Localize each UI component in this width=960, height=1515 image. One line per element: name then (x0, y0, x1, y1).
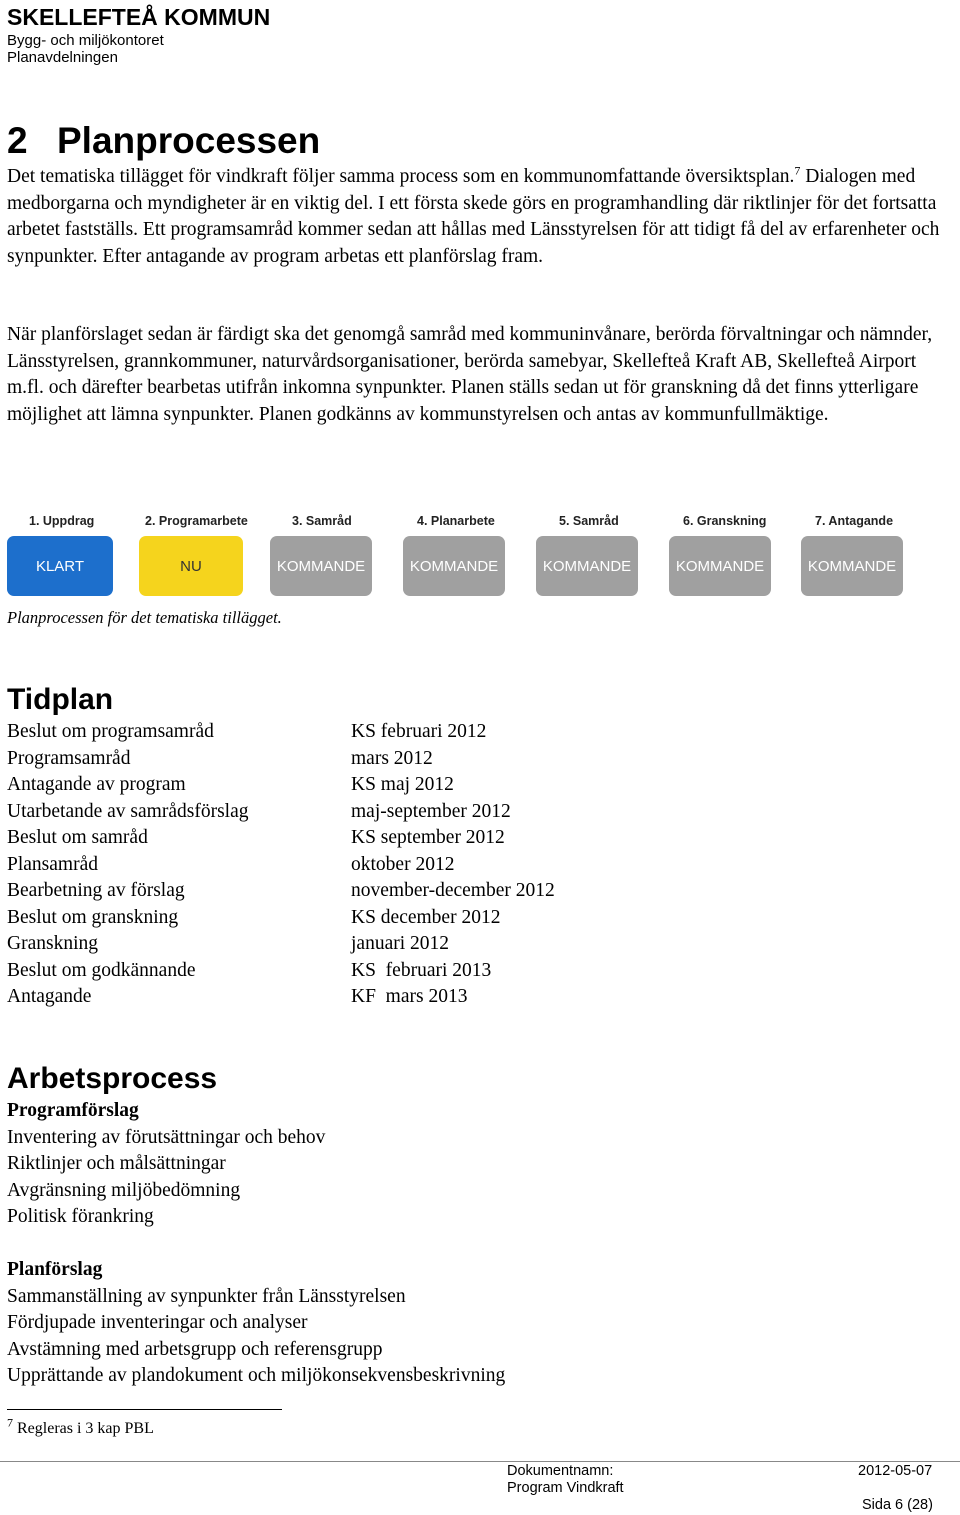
programforslag-heading: Programförslag (7, 1100, 139, 1121)
schedule-row (7, 905, 707, 932)
list-item: Inventering av förutsättningar och behov (7, 1126, 326, 1148)
consultation-paragraph: När planförslaget sedan är färdigt ska det genomgå samråd med kommuninvånare, berörda förvaltningar och nämnder, Länsstyrelsen, grannkommuner, naturvårdsorganisationer, berörda samebyar, Skellefteå Kraft AB, Skellefteå Airport m.fl. och därefter bearbetas utifrån inkomna synpunkter. Planen ställs sedan ut för granskning då det finns ytterligare möjlighet att lämna synpunkter. Planen godkänns av kommunstyrelsen och antas av kommunfullmäktige. (7, 324, 933, 425)
schedule-row (7, 852, 707, 879)
process-step-label: 7. Antagande (815, 514, 894, 528)
footnote (7, 1415, 154, 1440)
list-item: Riktlinjer och målsättningar (7, 1153, 226, 1174)
division-name: Planavdelningen (7, 49, 118, 66)
process-step-label: 2. Programarbete (145, 514, 248, 528)
list-item: Politisk förankring (7, 1206, 154, 1227)
footer-separator (0, 1461, 960, 1462)
section-title (7, 119, 320, 163)
intro-paragraph-part1: Det tematiska tillägget för vindkraft följer samma process som en kommunomfattande översiktsplan. (7, 166, 795, 187)
list-item: Avgränsning miljöbedömning (7, 1179, 241, 1201)
schedule-label: Beslut om godkännande (7, 959, 196, 981)
diagram-caption: Planprocessen för det tematiska tillägget. (7, 608, 282, 627)
schedule-row (7, 746, 707, 773)
footer-docname-label: Dokumentnamn: (507, 1463, 614, 1479)
schedule-row (7, 772, 707, 799)
tidplan-heading: Tidplan (7, 683, 114, 716)
department-name: Bygg- och miljökontoret (7, 32, 164, 49)
process-step-label: 6. Granskning (683, 514, 767, 528)
schedule-value: maj-september 2012 (351, 800, 511, 822)
footer-page-number: Sida 6 (28) (862, 1497, 933, 1513)
process-status-upcoming: KOMMANDE (403, 536, 505, 596)
schedule-value: KF mars 2013 (351, 986, 468, 1007)
schedule-label: Programsamråd (7, 747, 131, 769)
process-status-upcoming: KOMMANDE (801, 536, 903, 596)
process-status-upcoming: KOMMANDE (536, 536, 638, 596)
process-step-label: 5. Samråd (559, 514, 619, 528)
schedule-label: Antagande (7, 986, 92, 1007)
intro-paragraph-part2: Dialogen med medborgarna och myndigheter är en viktig del. I ett första skede görs en programhandling där riktlinjer för det fortsatta arbetet fastställs. Ett programsamråd kommer sedan att hållas med Länsstyrelsen för att tidigt få del av erfarenheter och synpunkter. Efter antagande av program arbetas ett planförslag fram. (7, 166, 940, 267)
footer-date: 2012-05-07 (858, 1463, 933, 1479)
schedule-value: KS december 2012 (351, 906, 501, 928)
schedule-value: KS februari 2012 (351, 721, 487, 742)
list-item: Upprättande av plandokument och miljökonsekvensbeskrivning (7, 1365, 506, 1386)
process-status-done: KLART (7, 536, 113, 596)
process-status-upcoming: KOMMANDE (669, 536, 771, 596)
schedule-label: Bearbetning av förslag (7, 880, 185, 901)
process-step-label: 1. Uppdrag (29, 514, 95, 528)
footnote-reference: 7 (794, 163, 801, 178)
schedule-value: januari 2012 (351, 933, 450, 954)
schedule-value: november-december 2012 (351, 880, 555, 901)
process-status-upcoming: KOMMANDE (270, 536, 372, 596)
process-step-label: 4. Planarbete (417, 514, 495, 528)
schedule-label: Utarbetande av samrådsförslag (7, 800, 249, 822)
section-title-text: Planprocessen (57, 120, 321, 161)
list-item: Avstämning med arbetsgrupp och referensgrupp (7, 1338, 383, 1360)
schedule-row (7, 931, 707, 958)
intro-paragraph (7, 164, 952, 270)
planforslag-heading: Planförslag (7, 1259, 103, 1280)
schedule-row (7, 799, 707, 826)
schedule-row (7, 719, 707, 746)
schedule-label: Granskning (7, 933, 98, 954)
schedule-label: Antagande av program (7, 774, 186, 795)
schedule-row (7, 984, 707, 1011)
footnote-text: Regleras i 3 kap PBL (13, 1420, 154, 1437)
process-diagram (7, 510, 905, 600)
footnote-number: 7 (7, 1415, 13, 1430)
schedule-row (7, 958, 707, 985)
schedule-row (7, 825, 707, 852)
footnote-separator (7, 1409, 282, 1410)
process-status-now: NU (139, 536, 243, 596)
schedule-value: KS september 2012 (351, 827, 505, 848)
schedule-label: Beslut om granskning (7, 906, 179, 928)
section-number: 2 (7, 120, 28, 161)
arbetsprocess-heading: Arbetsprocess (7, 1062, 218, 1095)
schedule-value: mars 2012 (351, 747, 433, 769)
schedule-label: Beslut om samråd (7, 827, 148, 848)
schedule-value: oktober 2012 (351, 853, 455, 875)
schedule-row (7, 878, 707, 905)
schedule-label: Beslut om programsamråd (7, 721, 214, 742)
list-item: Fördjupade inventeringar och analyser (7, 1312, 308, 1333)
process-step-label: 3. Samråd (292, 514, 352, 528)
schedule-value: KS februari 2013 (351, 959, 492, 981)
footer-docname: Program Vindkraft (507, 1480, 624, 1496)
schedule-label: Plansamråd (7, 853, 98, 875)
organization-name: SKELLEFTEÅ KOMMUN (7, 4, 271, 30)
schedule-value: KS maj 2012 (351, 774, 454, 795)
list-item: Sammanställning av synpunkter från Länsstyrelsen (7, 1285, 406, 1307)
